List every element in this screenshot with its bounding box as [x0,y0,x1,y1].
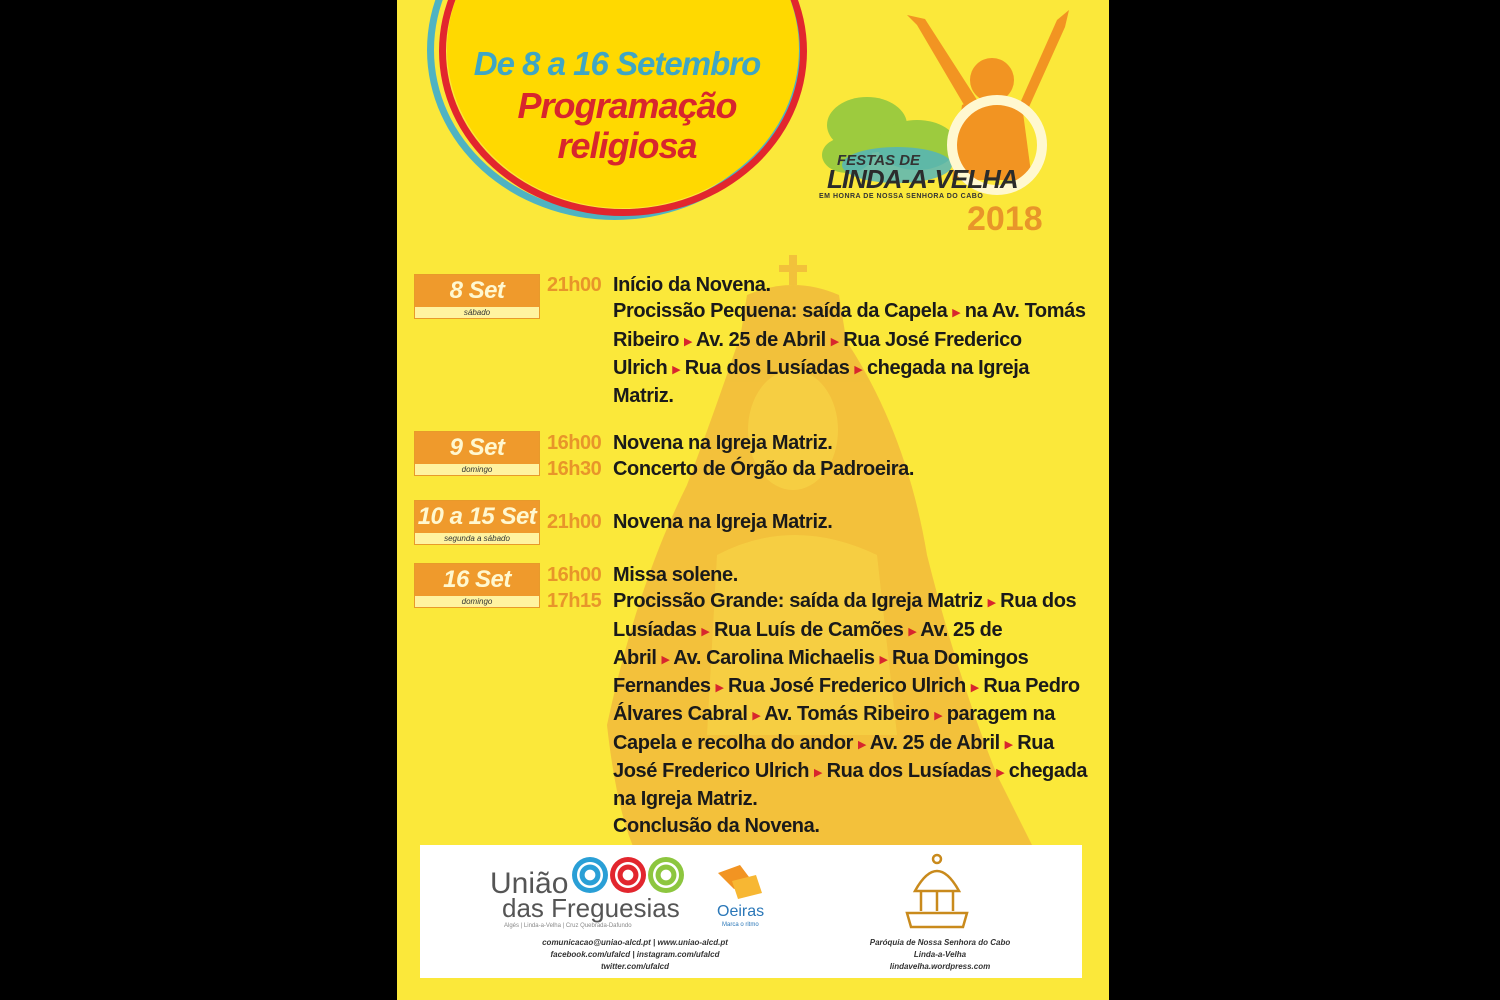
date-box-16-set [414,563,540,608]
event-line: na Igreja Matriz. [613,788,758,811]
date-box-9-set [414,431,540,476]
logo-subtitle: EM HONRA DE NOSSA SENHORA DO CABO [819,193,984,200]
route-arrow-icon: ▸ [934,707,942,725]
swirl-red-icon [610,857,646,893]
route-arrow-icon: ▸ [814,764,822,782]
event-line: Álvares Cabral ▸ Av. Tomás Ribeiro ▸ paragem na [613,703,1056,726]
route-arrow-icon: ▸ [908,622,916,640]
route-arrow-icon: ▸ [672,360,680,378]
festas-logo-graphic [807,5,1107,245]
event-line: Novena na Igreja Matriz. [613,511,833,533]
oeiras-tagline: Marca o ritmo [722,922,759,928]
event-line: Abril ▸ Av. Carolina Michaelis ▸ Rua Domingos [613,646,1029,669]
day-label: domingo [461,465,493,474]
route-arrow-icon: ▸ [830,332,839,350]
time-label: 16h00 [547,564,602,586]
route-arrow-icon: ▸ [752,707,760,725]
route-arrow-icon: ▸ [987,594,995,612]
route-arrow-icon: ▸ [684,332,692,350]
event-line: Conclusão da Novena. [613,814,820,837]
parish-line: Linda-a-Velha [913,950,967,959]
event-line: Capela e recolha do andor ▸ Av. 25 de Abril ▸ Rua [613,731,1054,754]
route-arrow-icon: ▸ [879,650,887,668]
poster [397,0,1109,1000]
logo-year: 2018 [967,200,1043,238]
parish-line: Paróquia de Nossa Senhora do Cabo [869,938,1011,947]
event-line: Ulrich ▸ Rua dos Lusíadas ▸ chegada na Igreja [613,356,1030,379]
event-line: Ribeiro ▸ Av. 25 de Abril ▸ Rua José Frederico [613,328,1022,351]
day-label: segunda a sábado [444,534,510,543]
event-text [613,509,1093,535]
uniao-logo-line2: das Freguesias [502,893,680,923]
date-box-8-set [414,274,540,319]
route-arrow-icon: ▸ [701,622,709,640]
parish-line: lindavelha.wordpress.com [889,962,991,971]
date-box-10-15-set [414,500,540,545]
event-line: José Frederico Ulrich ▸ Rua dos Lusíadas ▸ chegada [613,760,1088,783]
route-arrow-icon: ▸ [1004,735,1013,753]
time-label: 21h00 [547,274,602,296]
route-arrow-icon: ▸ [661,650,669,668]
route-arrow-icon: ▸ [996,764,1004,782]
uniao-places: Algés | Linda-a-Velha | Cruz Quebrada-Dafundo [504,923,632,929]
header-title-line1: Programação [517,85,737,126]
header-title-line2: religiosa [557,125,697,166]
time-label: 16h00 [547,432,602,454]
uniao-logo-line1: União [490,867,569,900]
oeiras-logo-text: Oeiras [717,903,765,920]
logo-festas-label: FESTAS DE [837,152,921,169]
header-title [477,86,777,166]
event-text [613,430,1093,483]
route-arrow-icon: ▸ [715,679,723,697]
parish-text [845,937,1035,973]
uniao-contacts [520,937,750,973]
event-line: Procissão Pequena: saída da Capela ▸ na Av. Tomás [613,300,1086,323]
parish-crown-icon [897,851,977,931]
day-label: domingo [461,597,493,606]
oeiras-logo-icon [712,863,766,903]
date-label: 9 Set [415,432,539,464]
contact-line: comunicacao@uniao-alcd.pt | www.uniao-alcd.pt [542,938,728,947]
logo-name: LINDA-A-VELHA [827,164,1018,194]
date-label: 10 a 15 Set [415,501,539,533]
contact-line: twitter.com/ufalcd [600,962,669,971]
event-text [613,272,1093,409]
header-dates: De 8 a 16 Setembro [473,45,761,82]
route-arrow-icon: ▸ [952,304,960,322]
time-label: 17h15 [547,590,602,612]
date-label: 8 Set [415,275,539,307]
contact-line: facebook.com/ufalcd | instagram.com/ufalcd [550,950,720,959]
event-line: Matriz. [613,385,674,408]
route-arrow-icon: ▸ [858,735,866,753]
swirl-blue-icon [572,857,608,893]
event-line: Fernandes ▸ Rua José Frederico Ulrich ▸ Rua Pedro [613,675,1080,698]
day-label: sábado [463,308,491,317]
time-label: 21h00 [547,511,602,533]
swirl-green-icon [648,857,684,893]
event-line: Concerto de Órgão da Padroeira. [613,458,915,481]
event-line: Procissão Grande: saída da Igreja Matriz ▸ Rua dos [613,590,1077,613]
event-line: Início da Novena. [613,274,771,296]
date-label: 16 Set [415,564,539,596]
event-line: Lusíadas ▸ Rua Luís de Camões ▸ Av. 25 de [613,618,1003,641]
route-arrow-icon: ▸ [854,360,862,378]
event-line: Missa solene. [613,564,738,586]
sponsors-footer [420,845,1082,978]
route-arrow-icon: ▸ [971,679,979,697]
event-line: Novena na Igreja Matriz. [613,432,833,454]
time-label: 16h30 [547,458,602,480]
event-text [613,562,1093,839]
